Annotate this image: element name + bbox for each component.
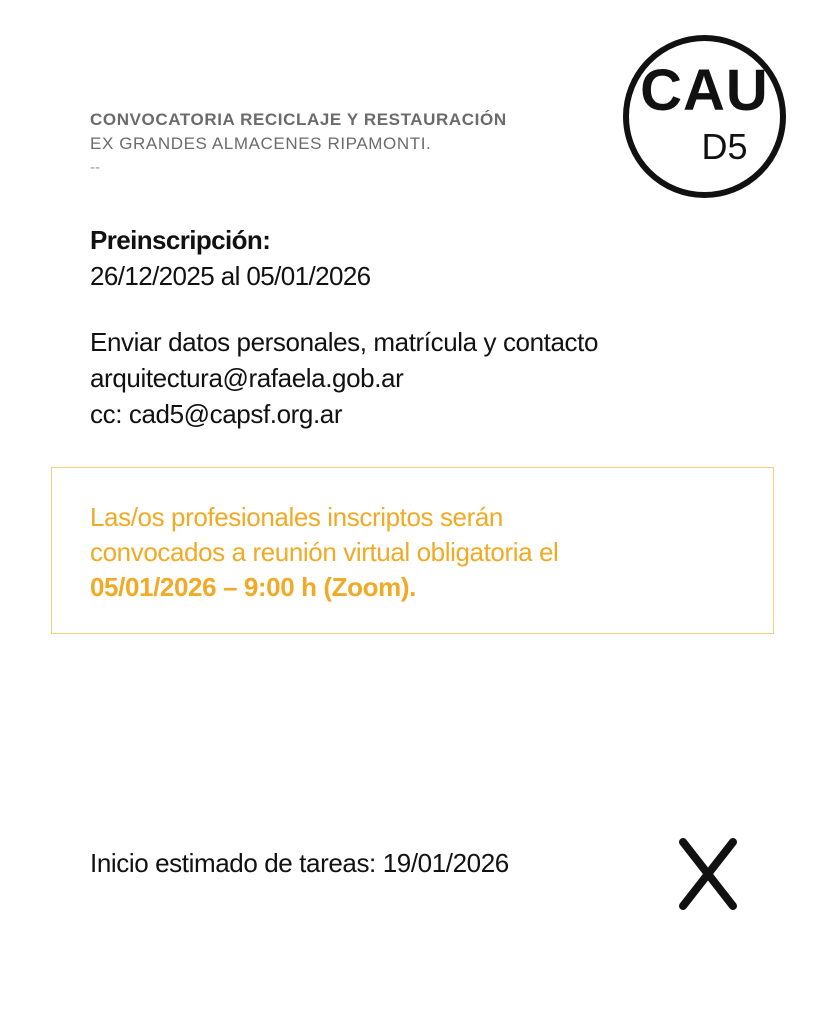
- notice-text: [90, 500, 750, 605]
- notice-box: [51, 467, 774, 634]
- notice-highlight: 05/01/2026 – 9:00 h (Zoom).: [90, 572, 416, 602]
- contact-cc: cc: cad5@capsf.org.ar: [90, 399, 343, 429]
- logo-sub-text: D5: [701, 126, 748, 167]
- start-date-text: Inicio estimado de tareas: 19/01/2026: [90, 848, 509, 878]
- notice-line-1: Las/os profesionales inscriptos serán: [90, 502, 503, 532]
- close-button[interactable]: [675, 836, 741, 912]
- header: [90, 108, 610, 178]
- close-x-icon: [675, 836, 741, 912]
- preinscription-title: Preinscripción:: [90, 225, 271, 255]
- header-title: CONVOCATORIA RECICLAJE Y RESTAURACIÓN: [90, 110, 507, 129]
- header-separator: --: [90, 159, 100, 176]
- contact-instruction: Enviar datos personales, matrícula y contacto: [90, 327, 599, 357]
- preinscription-section: [90, 222, 371, 294]
- cau-d5-logo: [623, 35, 786, 198]
- notice-line-2: convocados a reunión virtual obligatoria el: [90, 537, 559, 567]
- preinscription-dates: 26/12/2025 al 05/01/2026: [90, 261, 371, 291]
- logo-main-text: CAU: [640, 58, 769, 123]
- contact-section: [90, 324, 598, 432]
- contact-email: arquitectura@rafaela.gob.ar: [90, 363, 404, 393]
- header-subtitle: EX GRANDES ALMACENES RIPAMONTI.: [90, 134, 432, 153]
